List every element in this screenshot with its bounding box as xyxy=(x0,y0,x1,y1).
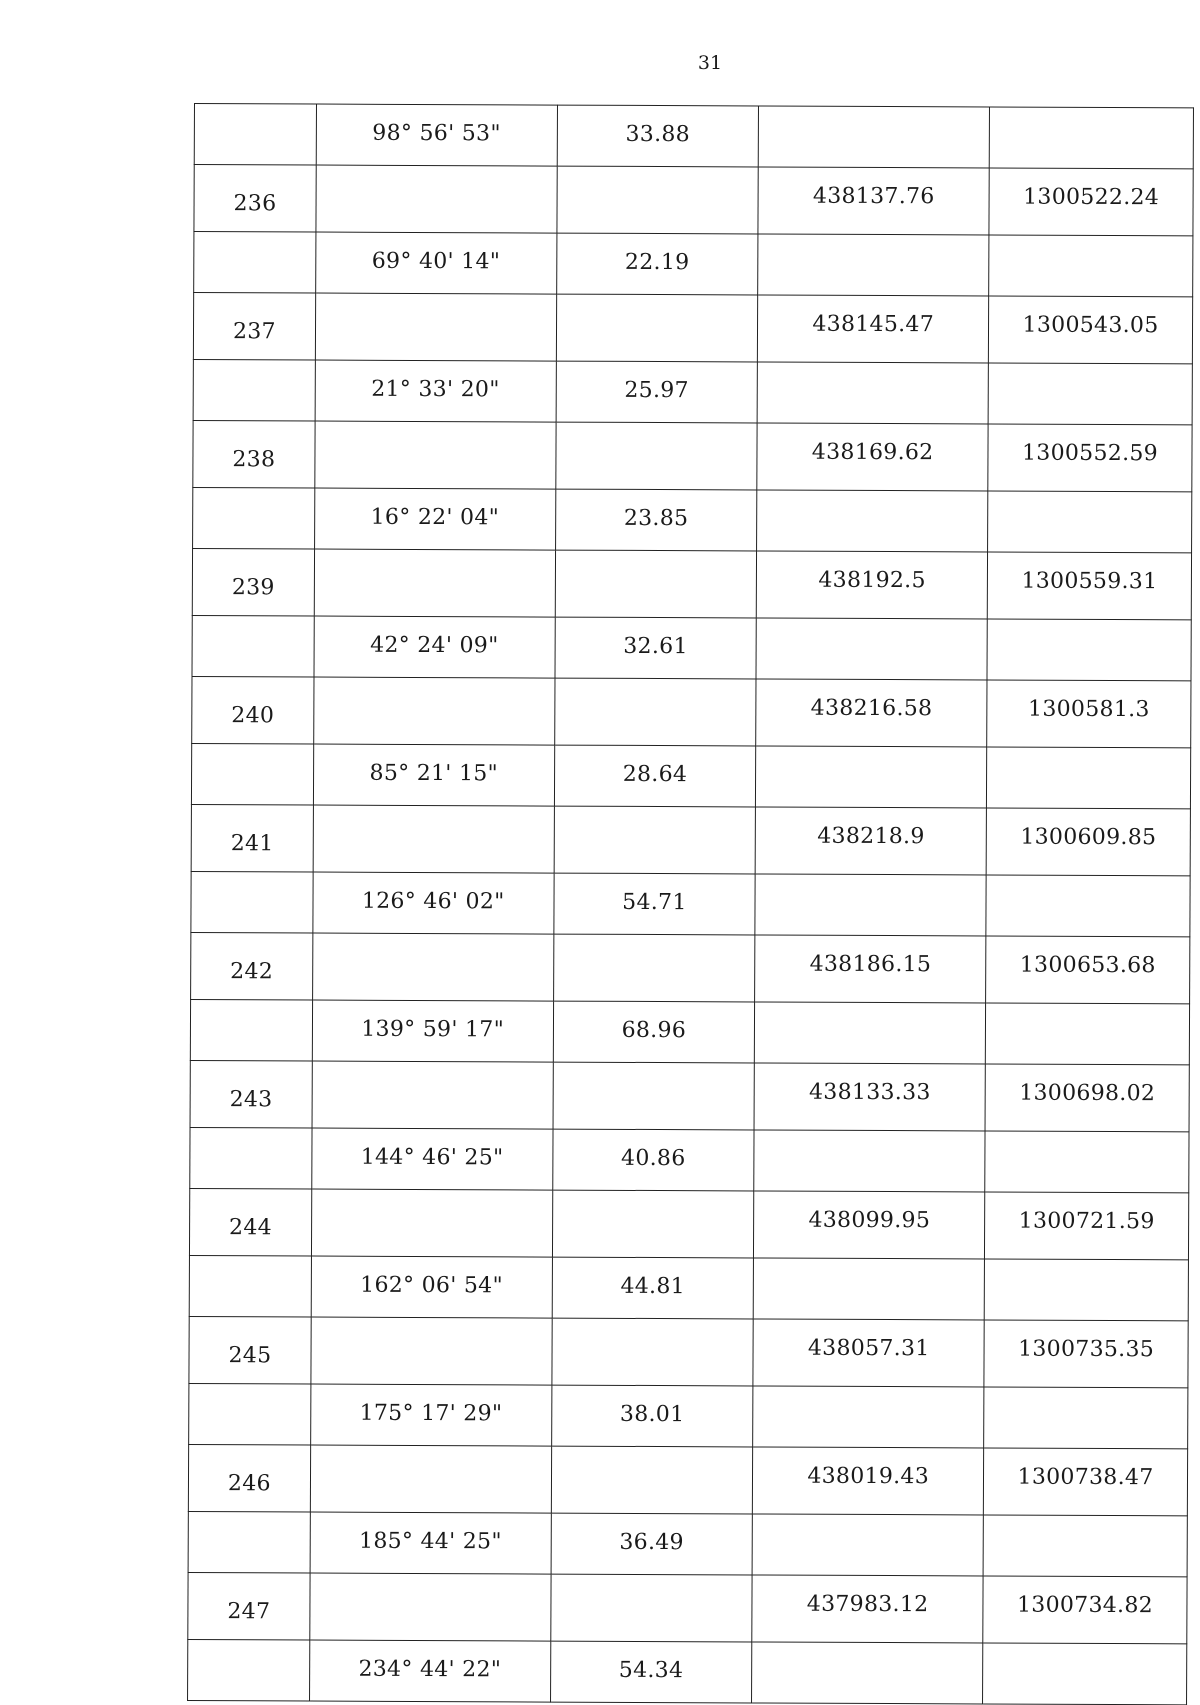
station-row xyxy=(194,165,1193,236)
easting-cell: 438186.15 xyxy=(755,935,986,1003)
station-cell xyxy=(193,487,315,549)
distance-cell: 38.01 xyxy=(551,1385,753,1447)
survey-coordinates-table xyxy=(187,103,1194,1705)
leg-row xyxy=(193,359,1192,424)
northing-cell: 1300543.05 xyxy=(988,296,1192,364)
easting-cell: 438192.5 xyxy=(757,551,988,619)
bearing-cell: 144° 46' 25" xyxy=(312,1128,553,1190)
station-row xyxy=(190,1060,1189,1131)
bearing-cell xyxy=(315,293,556,361)
distance-cell xyxy=(556,294,758,362)
distance-cell: 54.71 xyxy=(553,873,755,935)
easting-cell: 438019.43 xyxy=(753,1447,984,1515)
station-cell xyxy=(194,232,316,294)
bearing-cell xyxy=(310,1445,551,1513)
bearing-cell: 21° 33' 20" xyxy=(315,360,556,422)
northing-cell: 1300559.31 xyxy=(987,552,1191,620)
bearing-cell xyxy=(316,165,557,233)
distance-cell: 36.49 xyxy=(551,1513,753,1575)
bearing-cell: 85° 21' 15" xyxy=(313,744,554,806)
station-cell xyxy=(191,743,313,805)
leg-row xyxy=(189,1255,1188,1320)
bearing-cell: 16° 22' 04" xyxy=(314,488,555,550)
station-row xyxy=(193,420,1192,491)
distance-cell xyxy=(551,1318,753,1386)
easting-cell xyxy=(758,234,989,296)
station-cell xyxy=(189,1383,311,1445)
bearing-cell xyxy=(312,1061,553,1129)
easting-cell xyxy=(759,106,990,168)
station-cell xyxy=(193,359,315,421)
station-cell xyxy=(188,1639,310,1701)
bearing-cell xyxy=(312,933,553,1001)
station-row xyxy=(192,676,1191,747)
bearing-cell: 162° 06' 54" xyxy=(311,1256,552,1318)
distance-cell: 54.34 xyxy=(550,1641,752,1703)
bearing-cell xyxy=(313,805,554,873)
distance-cell: 33.88 xyxy=(557,105,759,167)
leg-row xyxy=(191,871,1190,936)
easting-cell xyxy=(755,1002,986,1064)
easting-cell xyxy=(752,1514,983,1576)
station-cell: 238 xyxy=(193,420,315,488)
station-row xyxy=(193,293,1192,364)
station-row xyxy=(189,1188,1188,1259)
station-cell: 239 xyxy=(192,548,314,616)
easting-cell xyxy=(753,1386,984,1448)
station-cell: 240 xyxy=(192,676,314,744)
bearing-cell xyxy=(310,1573,551,1641)
northing-cell xyxy=(983,1515,1187,1577)
easting-cell xyxy=(756,746,987,808)
distance-cell xyxy=(551,1446,753,1514)
station-cell xyxy=(194,104,316,166)
station-cell xyxy=(191,871,313,933)
easting-cell: 438133.33 xyxy=(754,1063,985,1131)
bearing-cell: 234° 44' 22" xyxy=(309,1640,550,1702)
distance-cell: 44.81 xyxy=(552,1257,754,1319)
station-row xyxy=(188,1572,1187,1643)
leg-row xyxy=(190,1127,1189,1192)
northing-cell xyxy=(985,1003,1189,1065)
easting-cell: 438218.9 xyxy=(755,807,986,875)
northing-cell xyxy=(985,1131,1189,1193)
bearing-cell: 139° 59' 17" xyxy=(312,1000,553,1062)
distance-cell xyxy=(555,422,757,490)
northing-cell xyxy=(988,491,1192,553)
easting-cell: 438137.76 xyxy=(758,167,989,235)
distance-cell xyxy=(550,1574,752,1642)
northing-cell xyxy=(988,363,1192,425)
distance-cell: 22.19 xyxy=(556,233,758,295)
distance-cell: 40.86 xyxy=(552,1129,754,1191)
distance-cell: 23.85 xyxy=(555,489,757,551)
station-cell: 237 xyxy=(193,293,315,361)
northing-cell: 1300738.47 xyxy=(983,1448,1187,1516)
bearing-cell xyxy=(314,549,555,617)
bearing-cell xyxy=(314,677,555,745)
northing-cell xyxy=(984,1259,1188,1321)
distance-cell xyxy=(556,166,758,234)
easting-cell: 437983.12 xyxy=(752,1575,983,1643)
station-cell: 245 xyxy=(189,1316,311,1384)
northing-cell xyxy=(987,747,1191,809)
bearing-cell xyxy=(315,421,556,489)
leg-row xyxy=(191,743,1190,808)
leg-row xyxy=(190,999,1189,1064)
distance-cell: 28.64 xyxy=(554,745,756,807)
leg-row xyxy=(188,1511,1187,1576)
northing-cell xyxy=(989,235,1193,297)
easting-cell: 438145.47 xyxy=(758,295,989,363)
table-body xyxy=(188,104,1194,1705)
bearing-cell xyxy=(311,1189,552,1257)
easting-cell: 438216.58 xyxy=(756,679,987,747)
bearing-cell xyxy=(311,1317,552,1385)
distance-cell xyxy=(555,550,757,618)
leg-row xyxy=(192,615,1191,680)
easting-cell xyxy=(752,1642,983,1704)
northing-cell: 1300653.68 xyxy=(986,936,1190,1004)
northing-cell xyxy=(986,875,1190,937)
distance-cell: 25.97 xyxy=(556,361,758,423)
station-cell: 236 xyxy=(194,165,316,233)
station-cell: 246 xyxy=(188,1444,310,1512)
distance-cell xyxy=(554,678,756,746)
station-cell xyxy=(189,1255,311,1317)
easting-cell: 438099.95 xyxy=(754,1191,985,1259)
easting-cell xyxy=(757,362,988,424)
northing-cell: 1300552.59 xyxy=(988,424,1192,492)
bearing-cell: 69° 40' 14" xyxy=(316,232,557,294)
leg-row xyxy=(194,104,1193,169)
easting-cell xyxy=(753,1258,984,1320)
easting-cell xyxy=(757,490,988,552)
station-cell xyxy=(188,1511,310,1573)
northing-cell: 1300609.85 xyxy=(986,808,1190,876)
station-row xyxy=(192,548,1191,619)
bearing-cell: 185° 44' 25" xyxy=(310,1512,551,1574)
northing-cell: 1300721.59 xyxy=(985,1192,1189,1260)
bearing-cell: 126° 46' 02" xyxy=(313,872,554,934)
distance-cell: 32.61 xyxy=(555,617,757,679)
easting-cell: 438169.62 xyxy=(757,423,988,491)
northing-cell xyxy=(987,619,1191,681)
easting-cell xyxy=(755,874,986,936)
station-cell: 247 xyxy=(188,1572,310,1640)
northing-cell: 1300698.02 xyxy=(985,1064,1189,1132)
northing-cell xyxy=(984,1387,1188,1449)
station-cell: 244 xyxy=(189,1188,311,1256)
northing-cell: 1300581.3 xyxy=(987,680,1191,748)
station-cell xyxy=(190,999,312,1061)
northing-cell: 1300522.24 xyxy=(989,168,1193,236)
northing-cell xyxy=(989,107,1193,169)
leg-row xyxy=(188,1639,1187,1704)
station-cell: 243 xyxy=(190,1060,312,1128)
distance-cell: 68.96 xyxy=(553,1001,755,1063)
northing-cell: 1300735.35 xyxy=(984,1320,1188,1388)
station-cell: 242 xyxy=(191,932,313,1000)
station-cell xyxy=(192,615,314,677)
station-row xyxy=(191,804,1190,875)
page-number: 31 xyxy=(697,52,723,74)
distance-cell xyxy=(553,934,755,1002)
leg-row xyxy=(193,487,1192,552)
station-cell: 241 xyxy=(191,804,313,872)
station-row xyxy=(191,932,1190,1003)
bearing-cell: 42° 24' 09" xyxy=(314,616,555,678)
northing-cell: 1300734.82 xyxy=(983,1576,1187,1644)
station-row xyxy=(188,1444,1187,1515)
bearing-cell: 175° 17' 29" xyxy=(311,1384,552,1446)
easting-cell: 438057.31 xyxy=(753,1319,984,1387)
distance-cell xyxy=(552,1190,754,1258)
distance-cell xyxy=(553,1062,755,1130)
leg-row xyxy=(194,232,1193,297)
distance-cell xyxy=(554,806,756,874)
easting-cell xyxy=(754,1130,985,1192)
station-row xyxy=(189,1316,1188,1387)
station-cell xyxy=(190,1127,312,1189)
leg-row xyxy=(189,1383,1188,1448)
northing-cell xyxy=(983,1643,1187,1705)
easting-cell xyxy=(756,618,987,680)
bearing-cell: 98° 56' 53" xyxy=(316,104,557,166)
